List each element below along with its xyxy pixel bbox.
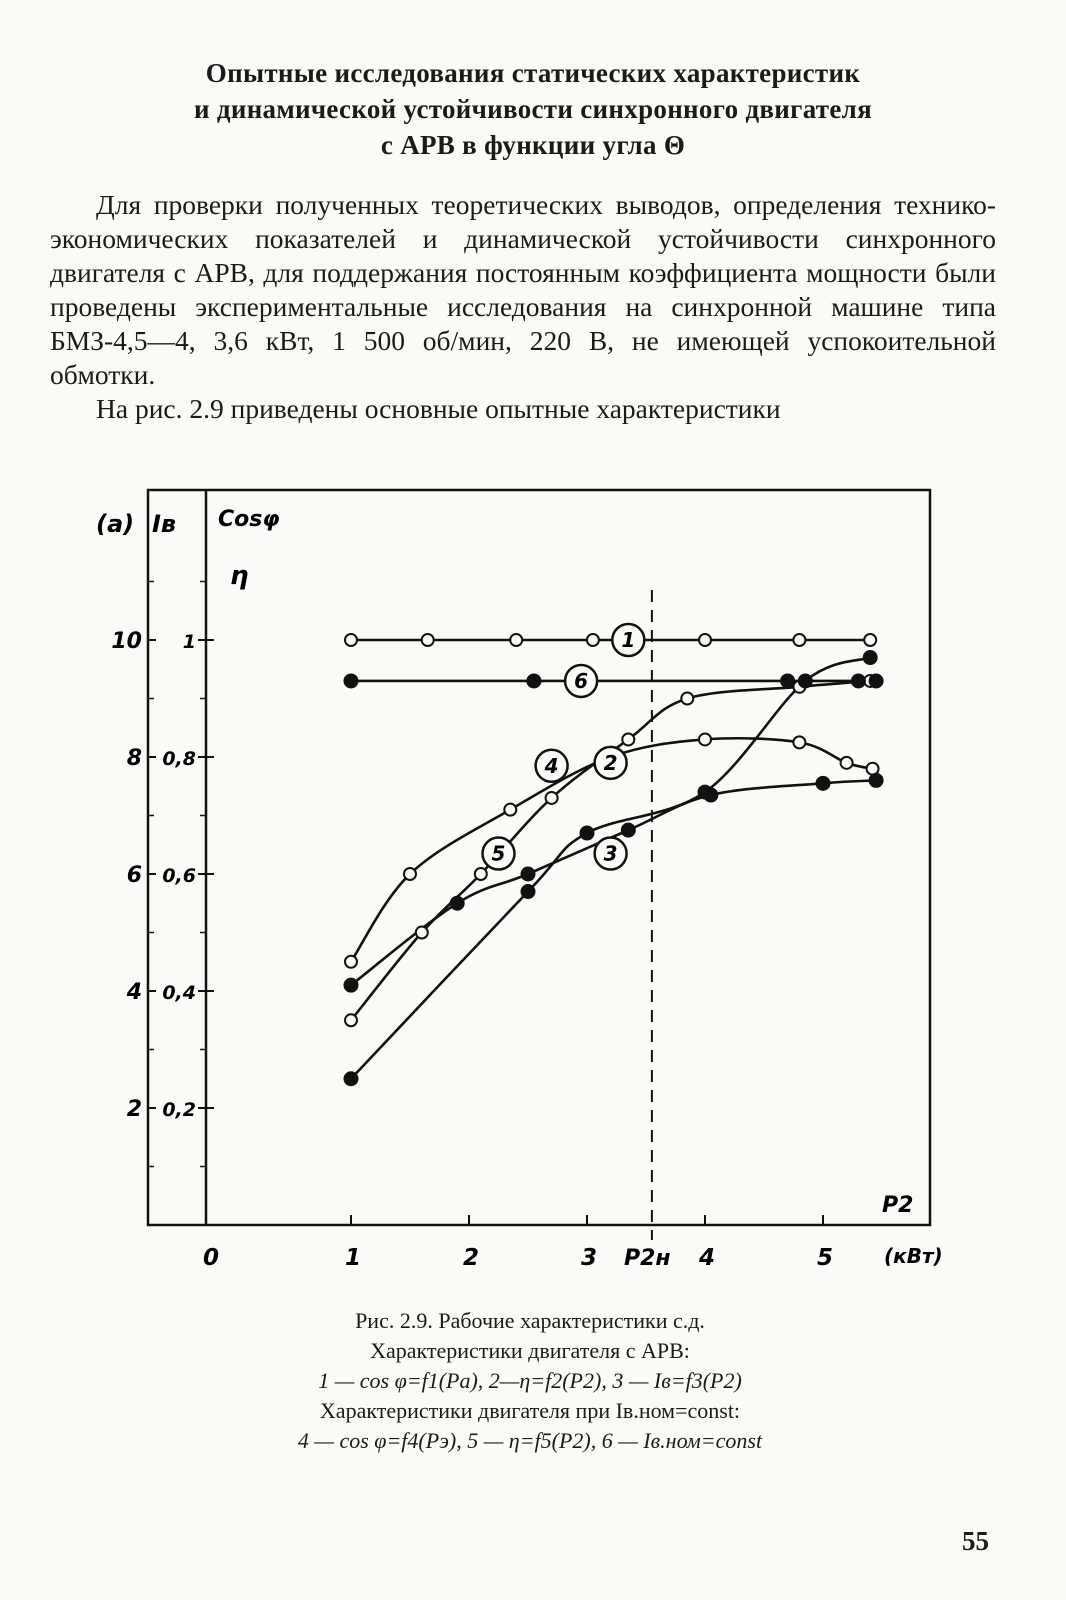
series-label-5: 5 (491, 841, 506, 866)
caption-line-1: Рис. 2.9. Рабочие характеристики с.д. (355, 1308, 705, 1333)
series-point-3 (622, 824, 635, 837)
series-label-4: 4 (544, 753, 559, 778)
caption-line-3: 1 — cos φ=f1(Pa), 2—η=f2(P2), 3 — Iв=f3(P2) (318, 1368, 742, 1393)
panel-label: (а) (96, 510, 135, 538)
series-point-6 (852, 674, 865, 687)
series-point-2 (841, 757, 853, 769)
series-point-5 (345, 1072, 358, 1085)
series-point-4 (622, 733, 634, 745)
paragraph-1: Для проверки полученных теоретических выводов, определения технико-экономических показателей и динамической устойчивости синхронного двигателя с АРВ, для поддержания постоянным коэффициента мощности были проведены экспериментальные исследования на синхронной машине типа БМЗ-4,5—4, 3,6 кВт, 1 500 об/мин, 220 В, не имеющей успокоительной обмотки. (50, 189, 996, 390)
caption-line-5: 4 — cos φ=f4(Pэ), 5 — η=f5(P2), 6 — Iв.ном=const (297, 1428, 763, 1453)
series-label-1: 1 (621, 628, 636, 652)
x-axis-label: P2 (882, 1193, 914, 1218)
series-point-4 (681, 693, 693, 705)
series-point-2 (793, 736, 805, 748)
series-point-3 (451, 897, 464, 910)
series-point-3 (522, 868, 535, 881)
series-point-2 (504, 804, 516, 816)
x-tick-label: 5 (817, 1245, 834, 1271)
series-point-6 (527, 674, 540, 687)
series-point-2 (867, 763, 879, 775)
figure-caption (130, 1306, 930, 1456)
series-point-2 (404, 868, 416, 880)
x-tick-label: 2 (463, 1245, 480, 1271)
section-heading (90, 55, 976, 163)
series-point-5 (522, 885, 535, 898)
series-point-5 (864, 651, 877, 664)
x-tick-label: 3 (581, 1245, 598, 1271)
caption-line-4: Характеристики двигателя при Iв.ном=const: (319, 1398, 741, 1423)
x-axis-unit: (кВт) (884, 1244, 943, 1268)
x-tick-label: 0 (203, 1245, 220, 1271)
series-point-4 (345, 1014, 357, 1026)
series-line-3 (351, 780, 876, 985)
series-point-5 (581, 827, 594, 840)
series-point-2 (699, 733, 711, 745)
x-tick-label: 4 (699, 1245, 716, 1271)
series-point-5 (699, 786, 712, 799)
series-point-3 (345, 979, 358, 992)
figure-2-9-chart (90, 480, 980, 1290)
series-point-6 (781, 674, 794, 687)
series-point-3 (817, 777, 830, 790)
series-label-3: 3 (603, 841, 618, 866)
series-point-1 (699, 634, 711, 646)
paragraph-2: На рис. 2.9 приведены основные опытные характеристики (96, 393, 781, 424)
series-point-3 (870, 774, 883, 787)
series-point-1 (587, 634, 599, 646)
x-tick-label: 1 (345, 1245, 362, 1271)
y-axis-label-current: Iв (152, 510, 177, 538)
y-tick-label-current: 10 (111, 629, 142, 654)
y-axis-label-cos: Cosφ (218, 507, 280, 532)
y-tick-label-cos: 0,6 (162, 865, 196, 887)
y-tick-label-cos: 1 (182, 631, 196, 653)
caption-line-2: Характеристики двигателя с АРВ: (370, 1338, 690, 1363)
y-tick-label-cos: 0,4 (162, 982, 196, 1004)
series-point-1 (422, 634, 434, 646)
series-point-2 (345, 956, 357, 968)
series-point-1 (864, 634, 876, 646)
series-point-4 (475, 868, 487, 880)
series-point-5 (799, 674, 812, 687)
series-point-6 (345, 674, 358, 687)
plot-frame (148, 490, 930, 1225)
y-tick-label-current: 6 (126, 863, 142, 888)
y-tick-label-cos: 0,2 (162, 1099, 196, 1121)
series-label-2: 2 (603, 750, 618, 775)
y-tick-label-current: 2 (126, 1097, 142, 1122)
y-tick-label-current: 4 (126, 980, 142, 1005)
series-point-4 (546, 792, 558, 804)
series-point-4 (416, 927, 428, 939)
heading-line-1: Опытные исследования статических характеристик (205, 58, 861, 88)
series-point-6 (870, 674, 883, 687)
series-point-1 (345, 634, 357, 646)
y-axis-label-eta: η (230, 561, 249, 591)
y-tick-label-current: 8 (126, 746, 142, 771)
x-tick-p2n: P2н (624, 1246, 671, 1271)
heading-line-3: с АРВ в функции угла Θ (380, 130, 686, 160)
page-number: 55 (962, 1526, 989, 1556)
series-label-6: 6 (574, 668, 589, 693)
heading-line-2: и динамической устойчивости синхронного двигателя (193, 94, 873, 124)
body-text (50, 188, 996, 426)
series-point-1 (510, 634, 522, 646)
y-tick-label-cos: 0,8 (162, 748, 196, 770)
series-point-1 (793, 634, 805, 646)
